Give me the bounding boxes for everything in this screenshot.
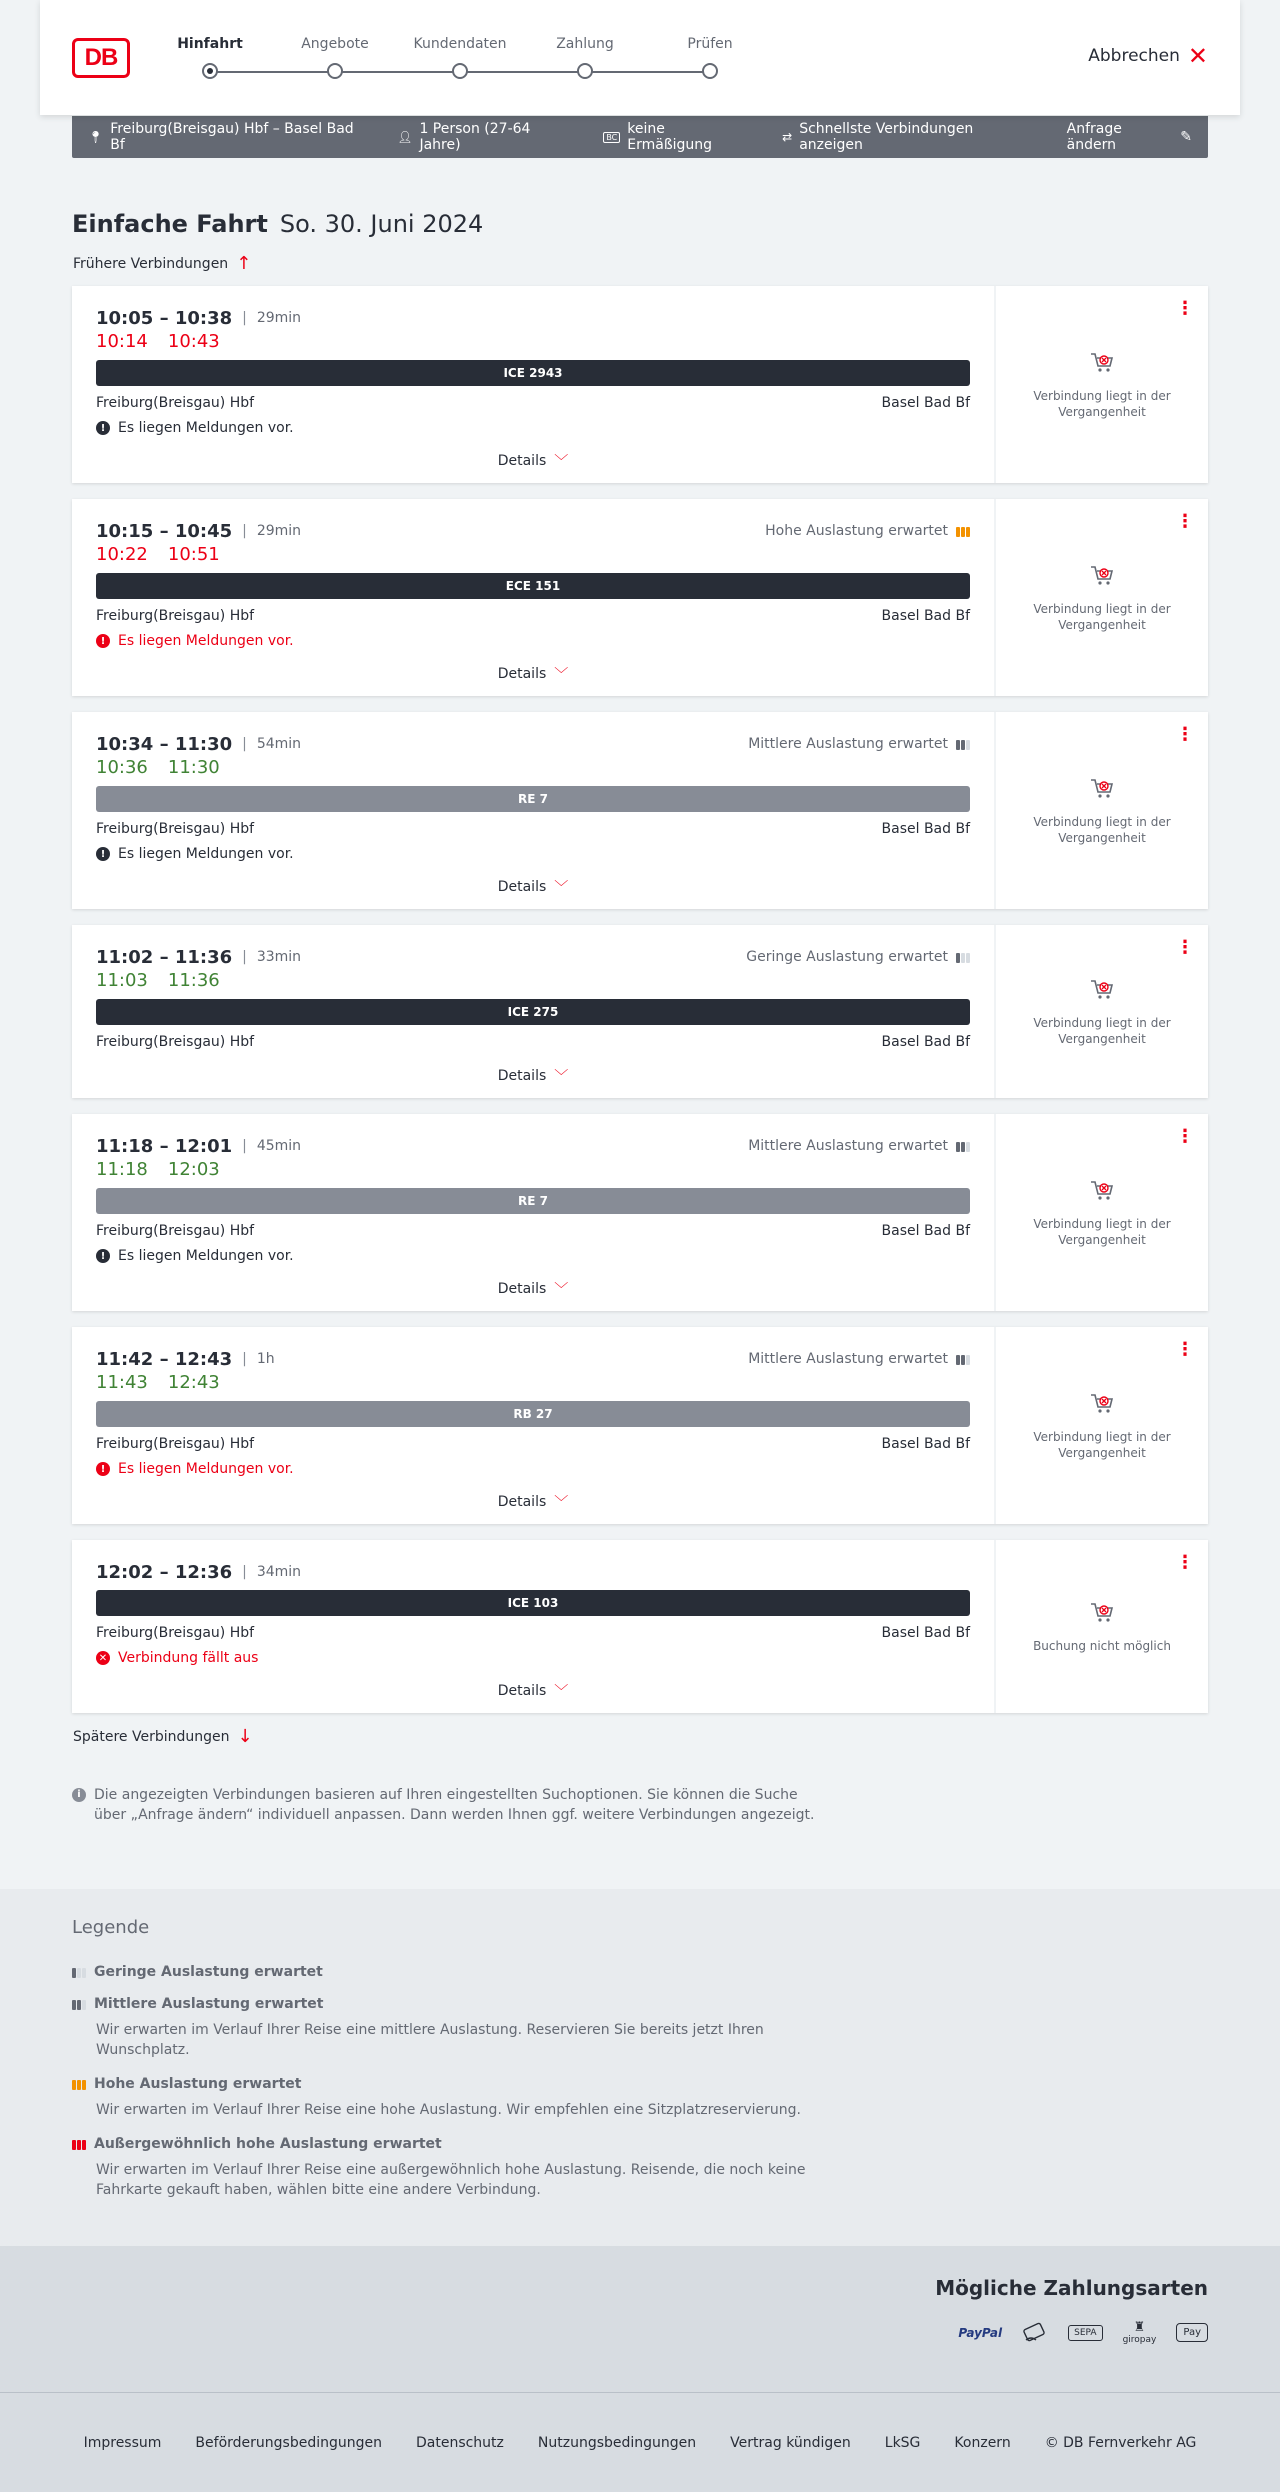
step-label: Angebote	[301, 36, 369, 52]
cancel-button[interactable]	[1088, 42, 1208, 70]
separator: |	[242, 1564, 247, 1580]
legend-item	[72, 2076, 1280, 2120]
progress-stepper	[177, 34, 770, 84]
booking-panel	[994, 286, 1208, 483]
separator: |	[242, 310, 247, 326]
booking-panel	[994, 1327, 1208, 1524]
destination-station: Basel Bad Bf	[881, 395, 970, 411]
booking-note: Verbindung liegt in der Vergangenheit	[1033, 388, 1171, 419]
destination-station: Basel Bad Bf	[881, 1436, 970, 1452]
step-label: Prüfen	[687, 36, 733, 52]
realtime-row	[96, 1158, 970, 1182]
realtime-row	[96, 969, 970, 993]
footer-link[interactable]: LkSG	[884, 2434, 921, 2451]
footer-link[interactable]: Beförderungsbedingungen	[195, 2434, 382, 2451]
separator: |	[242, 1138, 247, 1154]
booking-panel	[994, 1540, 1208, 1713]
connection-main	[72, 1540, 994, 1713]
paypal-icon: PayPal	[958, 2325, 1003, 2340]
occupancy-icon	[956, 1353, 970, 1365]
booking-panel	[994, 712, 1208, 909]
step-0	[150, 34, 270, 79]
duration: 54min	[256, 736, 302, 752]
legend	[0, 1889, 1280, 2246]
more-options-icon[interactable]: ⋮	[1176, 511, 1194, 532]
location-pin-icon: 📍︎	[88, 130, 104, 144]
separator: |	[242, 949, 247, 965]
apple-pay-icon: Pay	[1176, 2323, 1208, 2342]
details-toggle[interactable]: Details ﹀	[497, 879, 569, 896]
train-bar[interactable]: RB 27	[96, 1401, 970, 1427]
legend-item-title: Hohe Auslastung erwartet	[94, 2076, 302, 2092]
planned-times: 11:02 – 11:36	[96, 946, 233, 968]
occupancy-icon	[72, 1998, 86, 2010]
step-label: Kundendaten	[413, 36, 507, 52]
connection-card[interactable]	[72, 499, 1208, 696]
arrow-up-icon: ↑	[236, 253, 252, 274]
more-options-icon[interactable]: ⋮	[1176, 937, 1194, 958]
step-4	[650, 34, 770, 79]
booking-note: Verbindung liegt in der Vergangenheit	[1033, 814, 1171, 845]
info-icon: i	[72, 1788, 86, 1802]
cart-unavailable-icon	[1089, 350, 1115, 376]
bahncard-icon: BC	[603, 132, 620, 143]
connection-card[interactable]	[72, 712, 1208, 909]
pencil-icon: ✎	[1180, 129, 1192, 145]
more-options-icon[interactable]: ⋮	[1176, 724, 1194, 745]
cart-unavailable-icon	[1089, 563, 1115, 589]
occupancy-icon	[72, 2078, 86, 2090]
details-toggle[interactable]: Details ﹀	[497, 666, 569, 683]
cart-unavailable-icon	[1089, 1391, 1115, 1417]
duration: 1h	[256, 1351, 275, 1367]
separator: |	[242, 1351, 247, 1367]
connection-card[interactable]	[72, 1540, 1208, 1713]
realtime-arrival: 11:30	[167, 757, 220, 778]
connection-main	[72, 286, 994, 483]
alert-icon: !	[96, 421, 110, 435]
planned-times: 10:15 – 10:45	[96, 520, 233, 542]
destination-station: Basel Bad Bf	[881, 821, 970, 837]
summary-mode: ⇄ Schnellste Verbindungen anzeigen	[782, 121, 974, 153]
connection-main	[72, 925, 994, 1098]
realtime-row	[96, 1371, 970, 1395]
chevron-down-icon: ﹀	[554, 667, 569, 683]
origin-station: Freiburg(Breisgau) Hbf	[96, 608, 255, 624]
occupancy-info: Mittlere Auslastung erwartet	[748, 1138, 970, 1154]
more-options-icon[interactable]: ⋮	[1176, 298, 1194, 319]
info-note: i Die angezeigten Verbindungen basieren auf Ihren eingestellten Suchoptionen. Sie können die Suche über „Anfrage ändern“ individuell anpassen. Dann werden Ihnen ggf. weitere Verbindungen angezeigt.	[72, 1785, 832, 1825]
details-toggle[interactable]: Details ﹀	[497, 1494, 569, 1511]
chevron-down-icon: ﹀	[554, 1495, 569, 1511]
booking-note: Verbindung liegt in der Vergangenheit	[1033, 1429, 1171, 1460]
details-toggle[interactable]: Details ﹀	[497, 453, 569, 470]
booking-panel	[994, 499, 1208, 696]
realtime-departure: 10:14	[96, 331, 148, 352]
cancelled-icon: ✕	[96, 1651, 110, 1665]
duration: 45min	[256, 1138, 302, 1154]
booking-panel	[994, 925, 1208, 1098]
legend-item-desc: Wir erwarten im Verlauf Ihrer Reise eine außergewöhnlich hohe Auslastung. Reisende, die noch keine Fahrkarte gekauft haben, wählen bitte eine andere Verbindung.	[96, 2162, 806, 2198]
train-bar[interactable]: ECE 151	[96, 573, 970, 599]
planned-times: 12:02 – 12:36	[96, 1561, 233, 1583]
alert-icon: !	[96, 1249, 110, 1263]
step-dot	[327, 63, 343, 79]
planned-times: 11:18 – 12:01	[96, 1135, 233, 1157]
step-label: Zahlung	[556, 36, 614, 52]
connection-message: ! Es liegen Meldungen vor.	[96, 845, 970, 863]
cart-unavailable-icon	[1089, 977, 1115, 1003]
connection-card[interactable]	[72, 286, 1208, 483]
chevron-down-icon: ﹀	[554, 1684, 569, 1700]
connection-card[interactable]	[72, 1114, 1208, 1311]
occupancy-icon	[956, 525, 970, 537]
origin-station: Freiburg(Breisgau) Hbf	[96, 1436, 255, 1452]
destination-station: Basel Bad Bf	[881, 1034, 970, 1050]
legend-item-title: Mittlere Auslastung erwartet	[94, 1996, 324, 2012]
planned-times: 11:42 – 12:43	[96, 1348, 233, 1370]
realtime-departure: 11:18	[96, 1159, 148, 1180]
cart-unavailable-icon	[1089, 776, 1115, 802]
step-label: Hinfahrt	[177, 36, 243, 52]
realtime-arrival: 11:36	[167, 970, 220, 991]
realtime-arrival: 10:43	[167, 331, 220, 352]
alert-icon: !	[96, 847, 110, 861]
later-connections-link[interactable]: Spätere Verbindungen ↓	[73, 1726, 253, 1747]
connection-main	[72, 1114, 994, 1311]
planned-times: 10:05 – 10:38	[96, 307, 233, 329]
connection-message: ! Es liegen Meldungen vor.	[96, 632, 970, 650]
arrow-down-icon: ↓	[237, 1726, 253, 1747]
swap-icon: ⇄	[782, 130, 793, 144]
giropay-icon: ♜ giropay	[1122, 2320, 1157, 2345]
more-options-icon[interactable]: ⋮	[1176, 1552, 1194, 1573]
realtime-row	[96, 543, 970, 567]
booking-note: Buchung nicht möglich	[1033, 1638, 1171, 1653]
chevron-down-icon: ﹀	[554, 1069, 569, 1085]
more-options-icon[interactable]: ⋮	[1176, 1339, 1194, 1360]
legend-item	[72, 1996, 1280, 2060]
booking-note: Verbindung liegt in der Vergangenheit	[1033, 601, 1171, 632]
occupancy-icon	[956, 951, 970, 963]
step-1	[275, 34, 395, 79]
trip-date: So. 30. Juni 2024	[279, 210, 484, 238]
trip-type: Einfache Fahrt	[72, 210, 268, 238]
separator: |	[242, 736, 247, 752]
origin-station: Freiburg(Breisgau) Hbf	[96, 395, 255, 411]
chevron-down-icon: ﹀	[554, 1282, 569, 1298]
train-bar[interactable]: RE 7	[96, 786, 970, 812]
connection-message: ✕ Verbindung fällt aus	[96, 1649, 970, 1667]
payment-methods	[0, 2246, 1280, 2392]
details-toggle[interactable]: Details ﹀	[497, 1683, 569, 1700]
connection-message: ! Es liegen Meldungen vor.	[96, 1460, 970, 1478]
destination-station: Basel Bad Bf	[881, 1223, 970, 1239]
connection-main	[72, 1327, 994, 1524]
occupancy-info: Mittlere Auslastung erwartet	[748, 1351, 970, 1367]
origin-station: Freiburg(Breisgau) Hbf	[96, 1625, 255, 1641]
legend-item-title: Außergewöhnlich hohe Auslastung erwartet	[94, 2136, 442, 2152]
occupancy-info: Mittlere Auslastung erwartet	[748, 736, 970, 752]
legend-item	[72, 1964, 1280, 1980]
payment-title: Mögliche Zahlungsarten	[935, 2276, 1208, 2300]
duration: 29min	[256, 523, 302, 539]
sepa-icon: SEPA	[1068, 2325, 1102, 2341]
alert-icon: !	[96, 634, 110, 648]
realtime-departure: 10:36	[96, 757, 148, 778]
connection-card[interactable]	[72, 925, 1208, 1098]
booking-note: Verbindung liegt in der Vergangenheit	[1033, 1015, 1171, 1046]
details-toggle[interactable]: Details ﹀	[497, 1068, 569, 1085]
step-2	[400, 34, 520, 79]
cart-unavailable-icon	[1089, 1178, 1115, 1204]
connection-message: ! Es liegen Meldungen vor.	[96, 1247, 970, 1265]
summary-discount: BC keine Ermäßigung	[603, 121, 750, 153]
destination-station: Basel Bad Bf	[881, 1625, 970, 1641]
realtime-arrival: 12:43	[167, 1372, 220, 1393]
edit-request-button[interactable]: Anfrage ändern ✎	[1066, 121, 1192, 153]
earlier-connections-link[interactable]: Frühere Verbindungen ↑	[73, 253, 252, 274]
footer-link[interactable]: Nutzungsbedingungen	[537, 2434, 697, 2451]
occupancy-icon	[72, 2138, 86, 2150]
more-options-icon[interactable]: ⋮	[1176, 1126, 1194, 1147]
step-dot	[202, 63, 218, 79]
booking-note: Verbindung liegt in der Vergangenheit	[1033, 1216, 1171, 1247]
occupancy-info: Geringe Auslastung erwartet	[746, 949, 970, 965]
cancel-label: Abbrechen	[1088, 46, 1180, 66]
page-title	[72, 210, 1280, 238]
search-summary-bar	[72, 116, 1208, 158]
origin-station: Freiburg(Breisgau) Hbf	[96, 1223, 255, 1239]
connection-card[interactable]	[72, 1327, 1208, 1524]
step-3	[525, 34, 645, 79]
connection-message: ! Es liegen Meldungen vor.	[96, 419, 970, 437]
footer-link[interactable]: Impressum	[83, 2434, 162, 2451]
step-dot	[452, 63, 468, 79]
origin-station: Freiburg(Breisgau) Hbf	[96, 1034, 255, 1050]
person-icon: 👤︎	[397, 130, 413, 144]
train-bar[interactable]: ICE 2943	[96, 360, 970, 386]
credit-card-icon	[1022, 2322, 1048, 2344]
realtime-arrival: 10:51	[167, 544, 220, 565]
header	[40, 0, 1240, 115]
train-bar[interactable]: ICE 103	[96, 1590, 970, 1616]
realtime-departure: 10:22	[96, 544, 148, 565]
legend-item-desc: Wir erwarten im Verlauf Ihrer Reise eine hohe Auslastung. Wir empfehlen eine Sitzplatzreservierung.	[96, 2102, 801, 2118]
occupancy-info: Hohe Auslastung erwartet	[765, 523, 970, 539]
legend-item-title: Geringe Auslastung erwartet	[94, 1964, 323, 1980]
planned-times: 10:34 – 11:30	[96, 733, 233, 755]
booking-panel	[994, 1114, 1208, 1311]
realtime-row	[96, 756, 970, 780]
footer-link[interactable]: © DB Fernverkehr AG	[1044, 2434, 1197, 2451]
train-bar[interactable]: RE 7	[96, 1188, 970, 1214]
realtime-arrival: 12:03	[167, 1159, 220, 1180]
summary-passengers: 👤︎ 1 Person (27-64 Jahre)	[397, 121, 531, 153]
duration: 29min	[256, 310, 302, 326]
legend-item	[72, 2136, 1280, 2200]
chevron-down-icon: ﹀	[554, 454, 569, 470]
legend-title: Legende	[72, 1917, 150, 1938]
footer-link[interactable]: Konzern	[954, 2434, 1011, 2451]
step-dot	[702, 63, 718, 79]
occupancy-icon	[956, 738, 970, 750]
summary-route: 📍︎ Freiburg(Breisgau) Hbf – Basel Bad Bf	[88, 121, 354, 153]
separator: |	[242, 523, 247, 539]
close-icon: ✕	[1187, 42, 1208, 70]
details-toggle[interactable]: Details ﹀	[497, 1281, 569, 1298]
realtime-row	[96, 330, 970, 354]
duration: 33min	[256, 949, 302, 965]
legend-item-desc: Wir erwarten im Verlauf Ihrer Reise eine mittlere Auslastung. Reservieren Sie bereits jetzt Ihren Wunschplatz.	[96, 2022, 764, 2058]
step-dot	[577, 63, 593, 79]
occupancy-icon	[72, 1966, 86, 1978]
connection-main	[72, 712, 994, 909]
connection-list	[72, 286, 1208, 1713]
duration: 34min	[256, 1564, 302, 1580]
footer-link[interactable]: Datenschutz	[415, 2434, 504, 2451]
realtime-departure: 11:43	[96, 1372, 148, 1393]
cart-unavailable-icon	[1089, 1600, 1115, 1626]
train-bar[interactable]: ICE 275	[96, 999, 970, 1025]
realtime-departure: 11:03	[96, 970, 148, 991]
footer	[0, 2392, 1280, 2492]
footer-link[interactable]: Vertrag kündigen	[730, 2434, 851, 2451]
alert-icon: !	[96, 1462, 110, 1476]
chevron-down-icon: ﹀	[554, 880, 569, 896]
occupancy-icon	[956, 1140, 970, 1152]
db-logo[interactable]: DB	[72, 38, 130, 78]
connection-main	[72, 499, 994, 696]
origin-station: Freiburg(Breisgau) Hbf	[96, 821, 255, 837]
destination-station: Basel Bad Bf	[881, 608, 970, 624]
